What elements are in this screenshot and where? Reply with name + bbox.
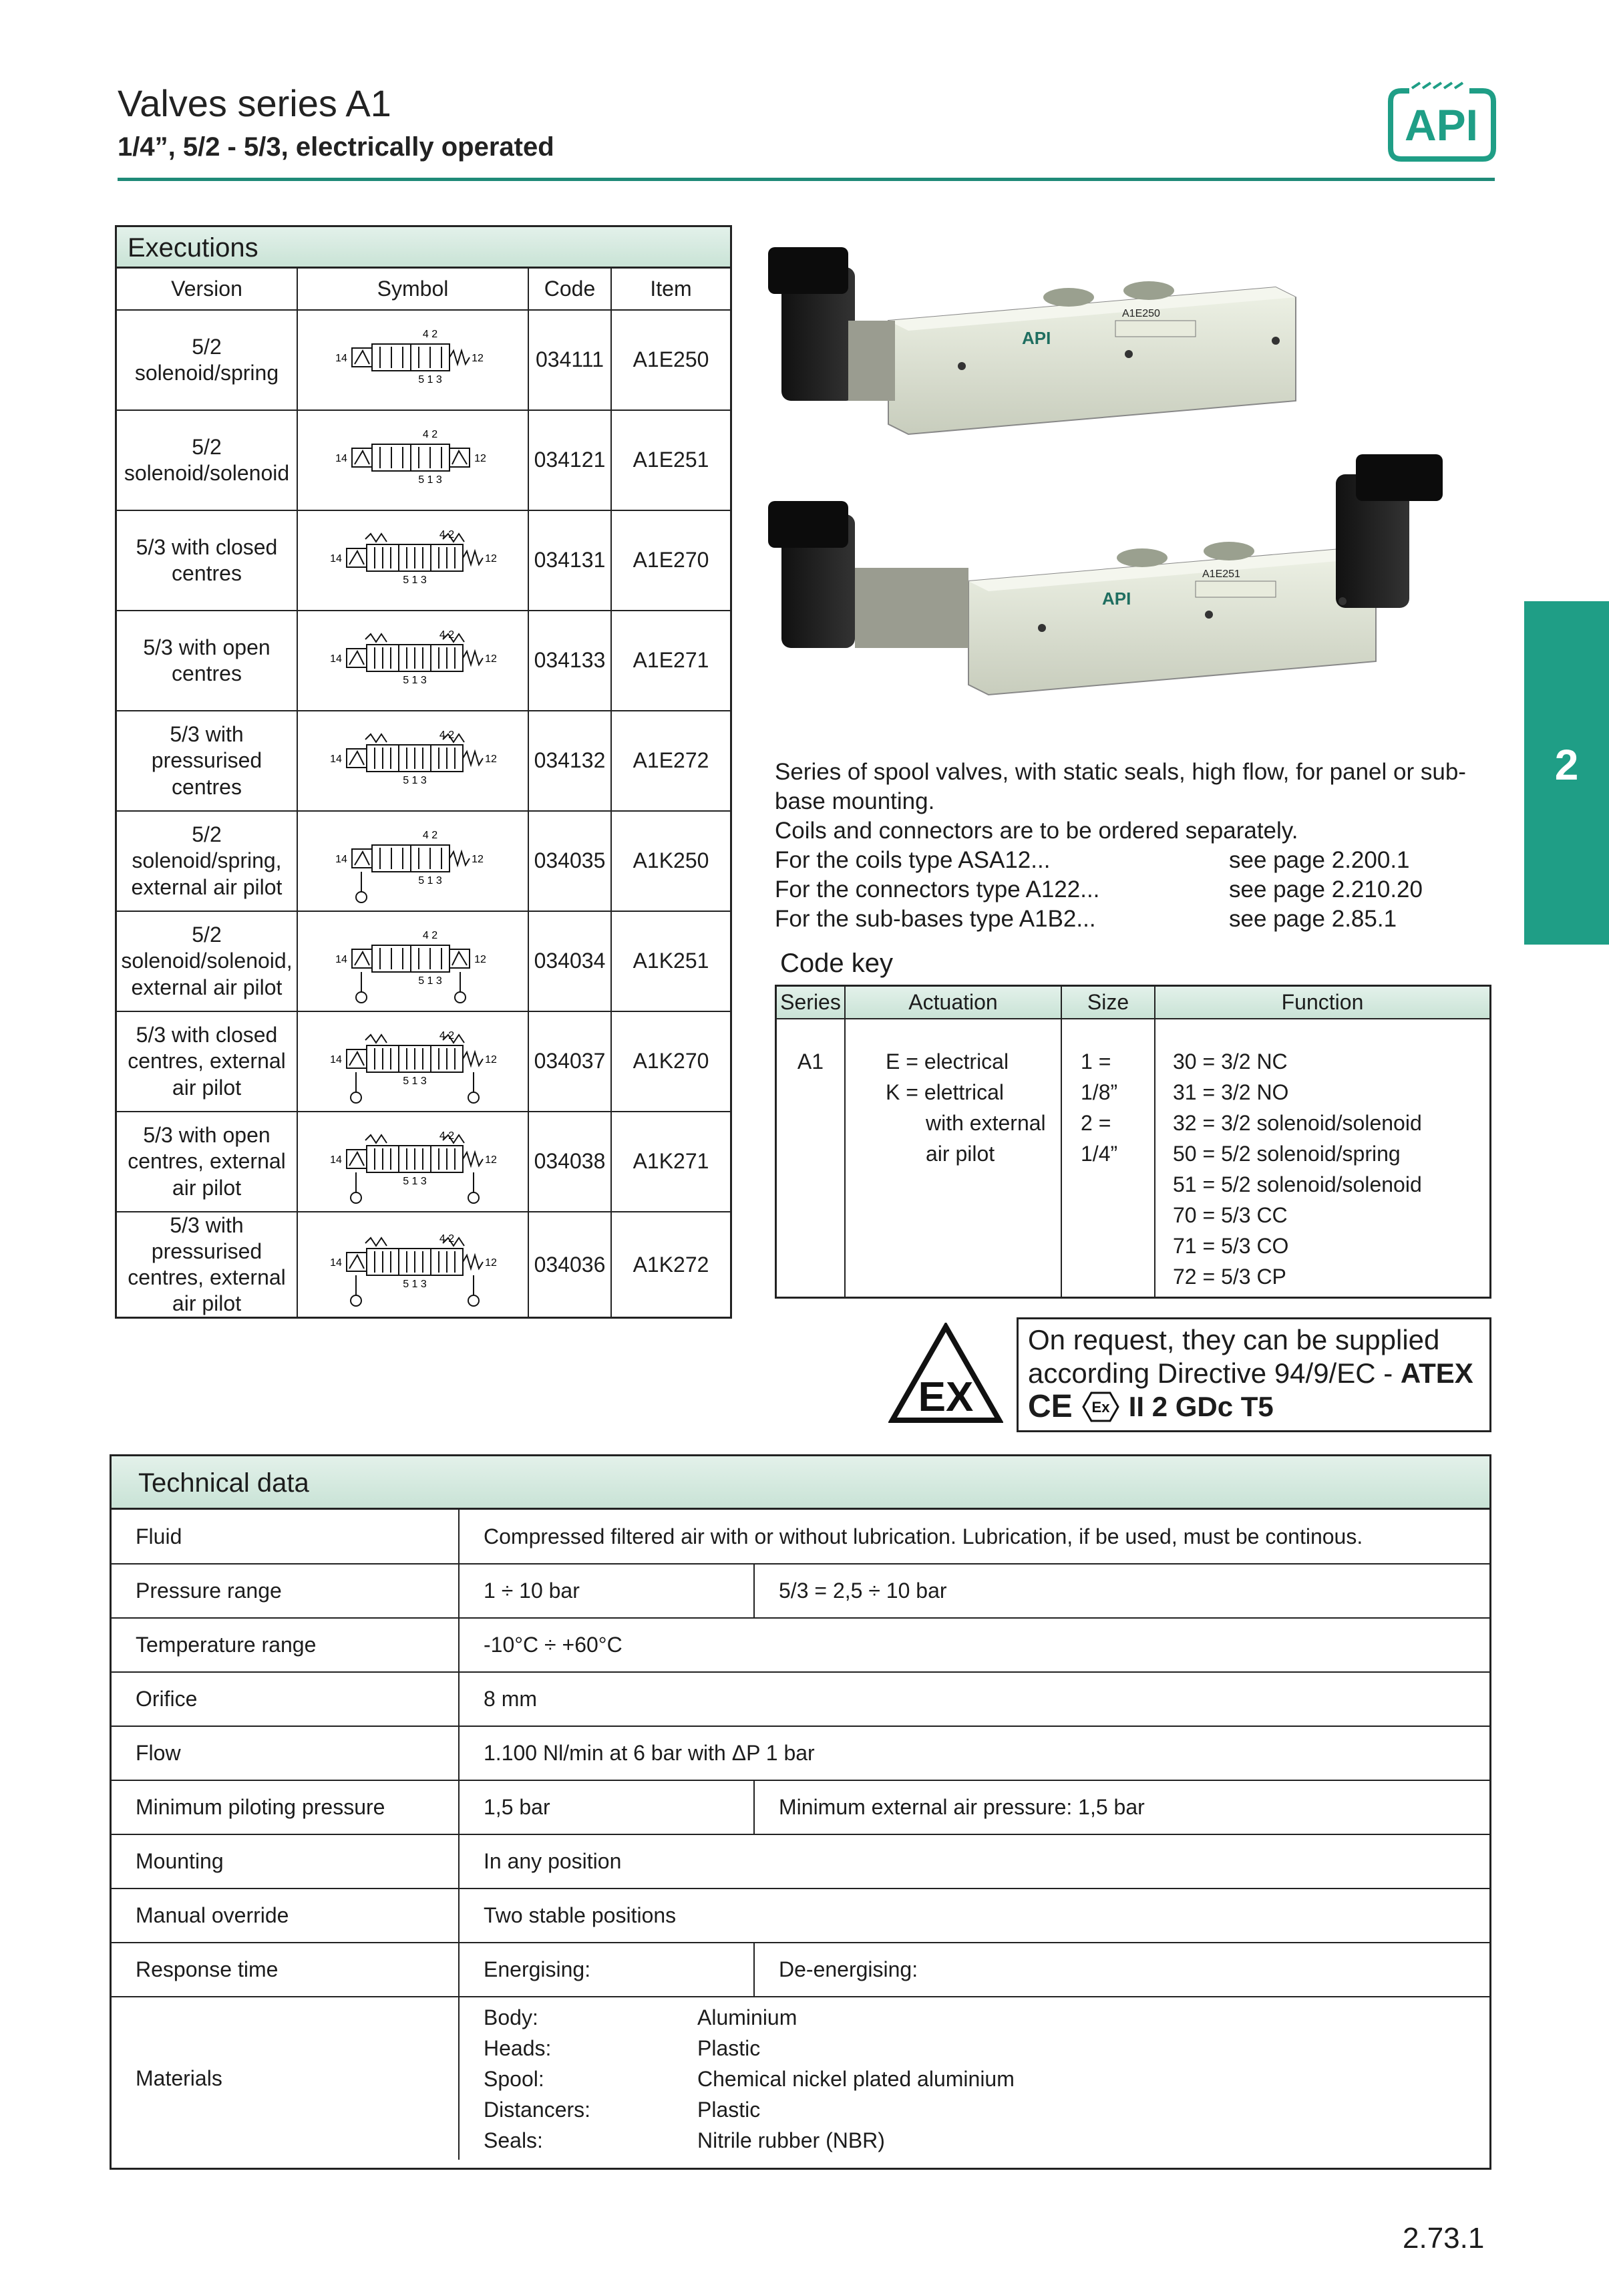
- pneumatic-symbol-icon: [325, 1218, 500, 1311]
- section-tab-label: 2: [1554, 741, 1579, 789]
- execution-version: 5/2 solenoid/solenoid, external air pilot: [117, 911, 297, 1011]
- execution-symbol: [297, 911, 528, 1011]
- execution-item: A1E251: [611, 410, 730, 510]
- material-value: Plastic: [697, 2035, 761, 2060]
- svg-text:5 1 3: 5 1 3: [403, 775, 427, 786]
- ce-mark-icon: CE: [1028, 1389, 1073, 1424]
- material-part: Distancers:: [484, 2097, 591, 2122]
- execution-item: A1E250: [611, 310, 730, 410]
- svg-text:EX: EX: [918, 1374, 974, 1420]
- svg-text:5 1 3: 5 1 3: [403, 575, 427, 586]
- tech-value-secondary: De-energising:: [754, 1943, 1489, 1997]
- header-rule: [118, 178, 1495, 181]
- tech-value: In any position: [459, 1834, 1489, 1889]
- tech-label: Manual override: [112, 1889, 459, 1943]
- execution-row: [117, 811, 730, 911]
- atex-notice: [1017, 1317, 1491, 1432]
- execution-code: 034034: [528, 911, 611, 1011]
- pneumatic-symbol-icon: [325, 414, 500, 507]
- ex-hexagon-icon: [1082, 1391, 1119, 1423]
- execution-row: [117, 911, 730, 1011]
- tech-label: Mounting: [112, 1834, 459, 1889]
- execution-item: A1K270: [611, 1011, 730, 1112]
- svg-text:12: 12: [472, 353, 484, 364]
- materials-label: Materials: [112, 1997, 459, 2160]
- materials-row: [112, 1997, 1489, 2160]
- tech-value: -10°C ÷ +60°C: [459, 1618, 1489, 1672]
- ref-subbases-page: see page 2.85.1: [1229, 906, 1397, 932]
- description-line-1: Series of spool valves, with static seals, high flow, for panel or sub-base mounting.: [775, 759, 1466, 814]
- valve-bottom-image: [768, 454, 1443, 695]
- svg-text:14: 14: [330, 1154, 342, 1166]
- tech-label: Pressure range: [112, 1564, 459, 1618]
- svg-text:12: 12: [485, 754, 497, 765]
- execution-symbol: [297, 510, 528, 611]
- pneumatic-symbol-icon: [325, 614, 500, 707]
- tech-row: [112, 1834, 1489, 1889]
- svg-text:14: 14: [330, 553, 342, 564]
- col-symbol: Symbol: [297, 269, 528, 310]
- svg-text:4 2: 4 2: [439, 629, 455, 641]
- svg-text:14: 14: [330, 1257, 342, 1269]
- execution-code: 034035: [528, 811, 611, 911]
- ref-connectors: For the connectors type A122... see page 2.210.20: [775, 875, 1496, 905]
- execution-symbol: [297, 1011, 528, 1112]
- execution-row: [117, 1112, 730, 1212]
- svg-text:A1E251: A1E251: [1202, 568, 1240, 580]
- pneumatic-symbol-icon: [325, 714, 500, 808]
- execution-row: [117, 510, 730, 611]
- execution-row: [117, 410, 730, 510]
- svg-text:14: 14: [335, 353, 347, 364]
- tech-label: Minimum piloting pressure: [112, 1780, 459, 1834]
- page-subtitle: 1/4”, 5/2 - 5/3, electrically operated: [118, 132, 554, 162]
- ck-col-size: Size: [1061, 987, 1155, 1019]
- svg-text:12: 12: [474, 954, 486, 965]
- executions-title: Executions: [117, 227, 730, 269]
- execution-row: [117, 1011, 730, 1112]
- tech-label: Orifice: [112, 1672, 459, 1726]
- col-version: Version: [117, 269, 297, 310]
- material-part: Seals:: [484, 2128, 543, 2152]
- pneumatic-symbol-icon: [325, 514, 500, 607]
- execution-symbol: [297, 811, 528, 911]
- pneumatic-symbol-icon: [325, 1115, 500, 1208]
- execution-symbol: [297, 410, 528, 510]
- tech-row: [112, 1726, 1489, 1780]
- execution-version: 5/3 with pressurised centres: [117, 711, 297, 811]
- tech-value: Compressed filtered air with or without lubrication. Lubrication, if be used, must be continous.: [459, 1510, 1489, 1564]
- execution-code: 034038: [528, 1112, 611, 1212]
- tech-value-secondary: Minimum external air pressure: 1,5 bar: [754, 1780, 1489, 1834]
- svg-text:12: 12: [485, 653, 497, 665]
- svg-text:4 2: 4 2: [422, 329, 438, 340]
- execution-symbol: [297, 611, 528, 711]
- svg-text:14: 14: [330, 1054, 342, 1065]
- execution-code: 034111: [528, 310, 611, 410]
- section-tab: [1524, 601, 1609, 945]
- atex-marking-text: II 2 GDc T5: [1128, 1391, 1274, 1422]
- execution-symbol: [297, 310, 528, 410]
- tech-value: 1,5 bar: [459, 1780, 754, 1834]
- material-part: Body:: [484, 2005, 538, 2029]
- svg-text:API: API: [1102, 589, 1131, 609]
- execution-row: [117, 1212, 730, 1317]
- ref-coils: For the coils type ASA12... see page 2.200.1: [775, 846, 1496, 875]
- execution-version: 5/2 solenoid/spring: [117, 310, 297, 410]
- execution-version: 5/2 solenoid/spring, external air pilot: [117, 811, 297, 911]
- ck-series: A1: [777, 1019, 845, 1297]
- atex-marking: [1028, 1390, 1480, 1424]
- api-logo: [1383, 81, 1496, 164]
- execution-version: 5/3 with open centres, external air pilot: [117, 1112, 297, 1212]
- tech-row: [112, 1943, 1489, 1997]
- svg-text:4 2: 4 2: [422, 429, 438, 440]
- tech-value-secondary: 5/3 = 2,5 ÷ 10 bar: [754, 1564, 1489, 1618]
- valves-photo: [768, 234, 1496, 748]
- material-part: Spool:: [484, 2066, 544, 2091]
- execution-code: 034121: [528, 410, 611, 510]
- execution-item: A1E271: [611, 611, 730, 711]
- materials-value: [459, 1997, 1489, 2160]
- tech-row: [112, 1672, 1489, 1726]
- tech-value: 1.100 Nl/min at 6 bar with ΔP 1 bar: [459, 1726, 1489, 1780]
- tech-label: Temperature range: [112, 1618, 459, 1672]
- svg-text:4 2: 4 2: [439, 1130, 455, 1142]
- col-code: Code: [528, 269, 611, 310]
- execution-item: A1K272: [611, 1212, 730, 1317]
- valve-top-image: [768, 247, 1296, 434]
- execution-item: A1K250: [611, 811, 730, 911]
- execution-code: 034131: [528, 510, 611, 611]
- col-item: Item: [611, 269, 730, 310]
- execution-item: A1K271: [611, 1112, 730, 1212]
- execution-item: A1E270: [611, 510, 730, 611]
- svg-text:12: 12: [485, 1054, 497, 1065]
- svg-text:API: API: [1404, 100, 1479, 150]
- execution-version: 5/3 with closed centres, external air pilot: [117, 1011, 297, 1112]
- svg-text:5 1 3: 5 1 3: [403, 1076, 427, 1087]
- execution-symbol: [297, 1112, 528, 1212]
- atex-line-1: On request, they can be supplied: [1028, 1324, 1440, 1355]
- material-value: Plastic: [697, 2097, 761, 2122]
- execution-row: [117, 310, 730, 410]
- svg-text:5 1 3: 5 1 3: [418, 374, 442, 385]
- svg-text:5 1 3: 5 1 3: [403, 1279, 427, 1291]
- svg-text:5 1 3: 5 1 3: [403, 1176, 427, 1187]
- code-key-title: Code key: [780, 949, 893, 978]
- atex-ex-icon: [888, 1323, 1003, 1424]
- page-title: Valves series A1: [118, 82, 391, 124]
- ref-coils-page: see page 2.200.1: [1229, 847, 1410, 873]
- svg-text:Ex: Ex: [1091, 1399, 1110, 1416]
- svg-text:14: 14: [335, 954, 347, 965]
- ck-size: 1 = 1/8” 2 = 1/4”: [1061, 1019, 1155, 1297]
- ref-subbases: For the sub-bases type A1B2... see page 2.85.1: [775, 905, 1496, 934]
- tech-value: Energising:: [459, 1943, 754, 1997]
- material-value: Nitrile rubber (NBR): [697, 2128, 885, 2152]
- pneumatic-symbol-icon: [325, 1015, 500, 1108]
- tech-value: Two stable positions: [459, 1889, 1489, 1943]
- svg-text:14: 14: [335, 453, 347, 464]
- page-number: 2.73.1: [1403, 2222, 1485, 2255]
- ck-col-actuation: Actuation: [845, 987, 1061, 1019]
- execution-version: 5/3 with pressurised centres, external air pilot: [117, 1212, 297, 1317]
- execution-code: 034133: [528, 611, 611, 711]
- execution-code: 034037: [528, 1011, 611, 1112]
- svg-text:14: 14: [330, 754, 342, 765]
- execution-row: [117, 711, 730, 811]
- execution-row: [117, 611, 730, 711]
- svg-text:4 2: 4 2: [422, 930, 438, 941]
- svg-text:4 2: 4 2: [439, 1233, 455, 1245]
- technical-data-title: Technical data: [112, 1456, 1489, 1510]
- svg-text:4 2: 4 2: [439, 729, 455, 741]
- svg-text:5 1 3: 5 1 3: [418, 975, 442, 987]
- ck-actuation: E = electrical K = elettrical with external air pilot: [845, 1019, 1061, 1297]
- execution-code: 034036: [528, 1212, 611, 1317]
- description-line-2: Coils and connectors are to be ordered separately.: [775, 818, 1298, 844]
- svg-text:14: 14: [330, 653, 342, 665]
- technical-data-table: [110, 1454, 1491, 2170]
- tech-row: [112, 1564, 1489, 1618]
- svg-text:5 1 3: 5 1 3: [403, 675, 427, 686]
- execution-version: 5/2 solenoid/solenoid: [117, 410, 297, 510]
- execution-symbol: [297, 1212, 528, 1317]
- ck-col-function: Function: [1155, 987, 1489, 1019]
- svg-text:12: 12: [485, 1154, 497, 1166]
- execution-version: 5/3 with closed centres: [117, 510, 297, 611]
- tech-row: [112, 1618, 1489, 1672]
- tech-row: [112, 1780, 1489, 1834]
- tech-label: Response time: [112, 1943, 459, 1997]
- execution-symbol: [297, 711, 528, 811]
- svg-text:5 1 3: 5 1 3: [418, 474, 442, 486]
- svg-text:4 2: 4 2: [422, 830, 438, 841]
- atex-line-2: according Directive 94/9/EC - ATEX: [1028, 1357, 1473, 1389]
- svg-text:14: 14: [335, 854, 347, 865]
- pneumatic-symbol-icon: [325, 814, 500, 908]
- tech-row: [112, 1510, 1489, 1564]
- tech-label: Flow: [112, 1726, 459, 1780]
- ref-connectors-page: see page 2.210.20: [1229, 876, 1423, 903]
- svg-text:4 2: 4 2: [439, 1030, 455, 1041]
- execution-version: 5/3 with open centres: [117, 611, 297, 711]
- tech-row: [112, 1889, 1489, 1943]
- svg-text:A1E250: A1E250: [1122, 308, 1160, 319]
- svg-text:12: 12: [485, 1257, 497, 1269]
- pneumatic-symbol-icon: [325, 915, 500, 1008]
- svg-text:12: 12: [472, 854, 484, 865]
- execution-code: 034132: [528, 711, 611, 811]
- material-part: Heads:: [484, 2035, 552, 2060]
- execution-item: A1E272: [611, 711, 730, 811]
- svg-text:5 1 3: 5 1 3: [418, 875, 442, 886]
- code-key-table: [775, 985, 1491, 1299]
- executions-table: [115, 225, 732, 1319]
- svg-text:12: 12: [474, 453, 486, 464]
- material-value: Aluminium: [697, 2005, 797, 2029]
- execution-item: A1K251: [611, 911, 730, 1011]
- ck-col-series: Series: [777, 987, 845, 1019]
- pneumatic-symbol-icon: [325, 313, 500, 407]
- tech-value: 1 ÷ 10 bar: [459, 1564, 754, 1618]
- ck-function: 30 = 3/2 NC 31 = 3/2 NO 32 = 3/2 solenoid/solenoid 50 = 5/2 solenoid/spring 51 = 5/2 solenoid/solenoid 70 = 5/3 CC 71 = 5/3 CO 72 = 5/3 CP: [1155, 1019, 1489, 1297]
- svg-text:API: API: [1022, 328, 1051, 348]
- tech-label: Fluid: [112, 1510, 459, 1564]
- svg-text:4 2: 4 2: [439, 529, 455, 540]
- svg-text:12: 12: [485, 553, 497, 564]
- tech-value: 8 mm: [459, 1672, 1489, 1726]
- material-value: Chemical nickel plated aluminium: [697, 2066, 1015, 2091]
- description: [775, 758, 1496, 934]
